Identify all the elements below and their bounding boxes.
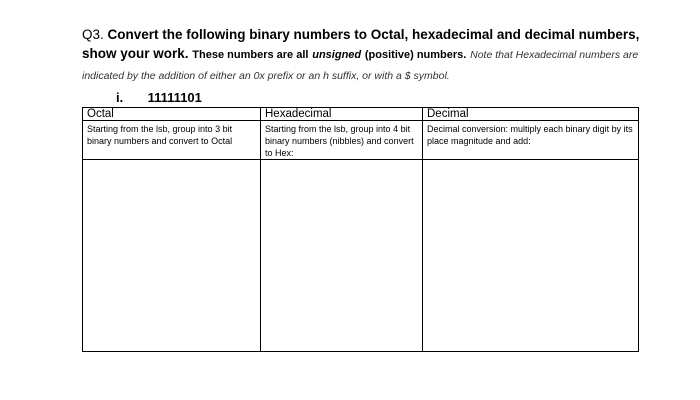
question-hex-note: Note that Hexadecimal numbers are indicated by the addition of either an 0x prefix or an h suffix, or with a $ symbol. bbox=[82, 49, 639, 82]
question-subnote-start: These numbers are all bbox=[192, 49, 309, 61]
octal-work-area[interactable] bbox=[83, 160, 261, 352]
octal-instruction: Starting from the lsb, group into 3 bit binary numbers and convert to Octal bbox=[83, 121, 261, 160]
item-number: i. bbox=[116, 90, 124, 105]
question-number: Q3. bbox=[82, 27, 104, 42]
instruction-row bbox=[83, 121, 639, 160]
question-subnote-end: (positive) numbers. bbox=[364, 49, 467, 61]
binary-value: 11111101 bbox=[147, 90, 202, 105]
hexadecimal-instruction: Starting from the lsb, group into 4 bit binary numbers (nibbles) and convert to Hex: bbox=[261, 121, 423, 160]
work-row bbox=[83, 160, 639, 352]
binary-item bbox=[116, 90, 202, 105]
decimal-instruction: Decimal conversion: multiply each binary digit by its place magnitude and add: bbox=[423, 121, 639, 160]
header-row bbox=[83, 108, 639, 121]
question-prompt: Convert the following binary numbers to Octal, hexadecimal and decimal numbers, show your work. bbox=[82, 27, 640, 61]
decimal-header: Decimal bbox=[423, 108, 639, 121]
decimal-work-area[interactable] bbox=[423, 160, 639, 352]
hexadecimal-work-area[interactable] bbox=[261, 160, 423, 352]
question-subnote-emphasis: unsigned bbox=[312, 49, 362, 61]
question-text bbox=[82, 25, 642, 86]
conversion-table bbox=[82, 107, 639, 352]
octal-header: Octal bbox=[83, 108, 261, 121]
hexadecimal-header: Hexadecimal bbox=[261, 108, 423, 121]
